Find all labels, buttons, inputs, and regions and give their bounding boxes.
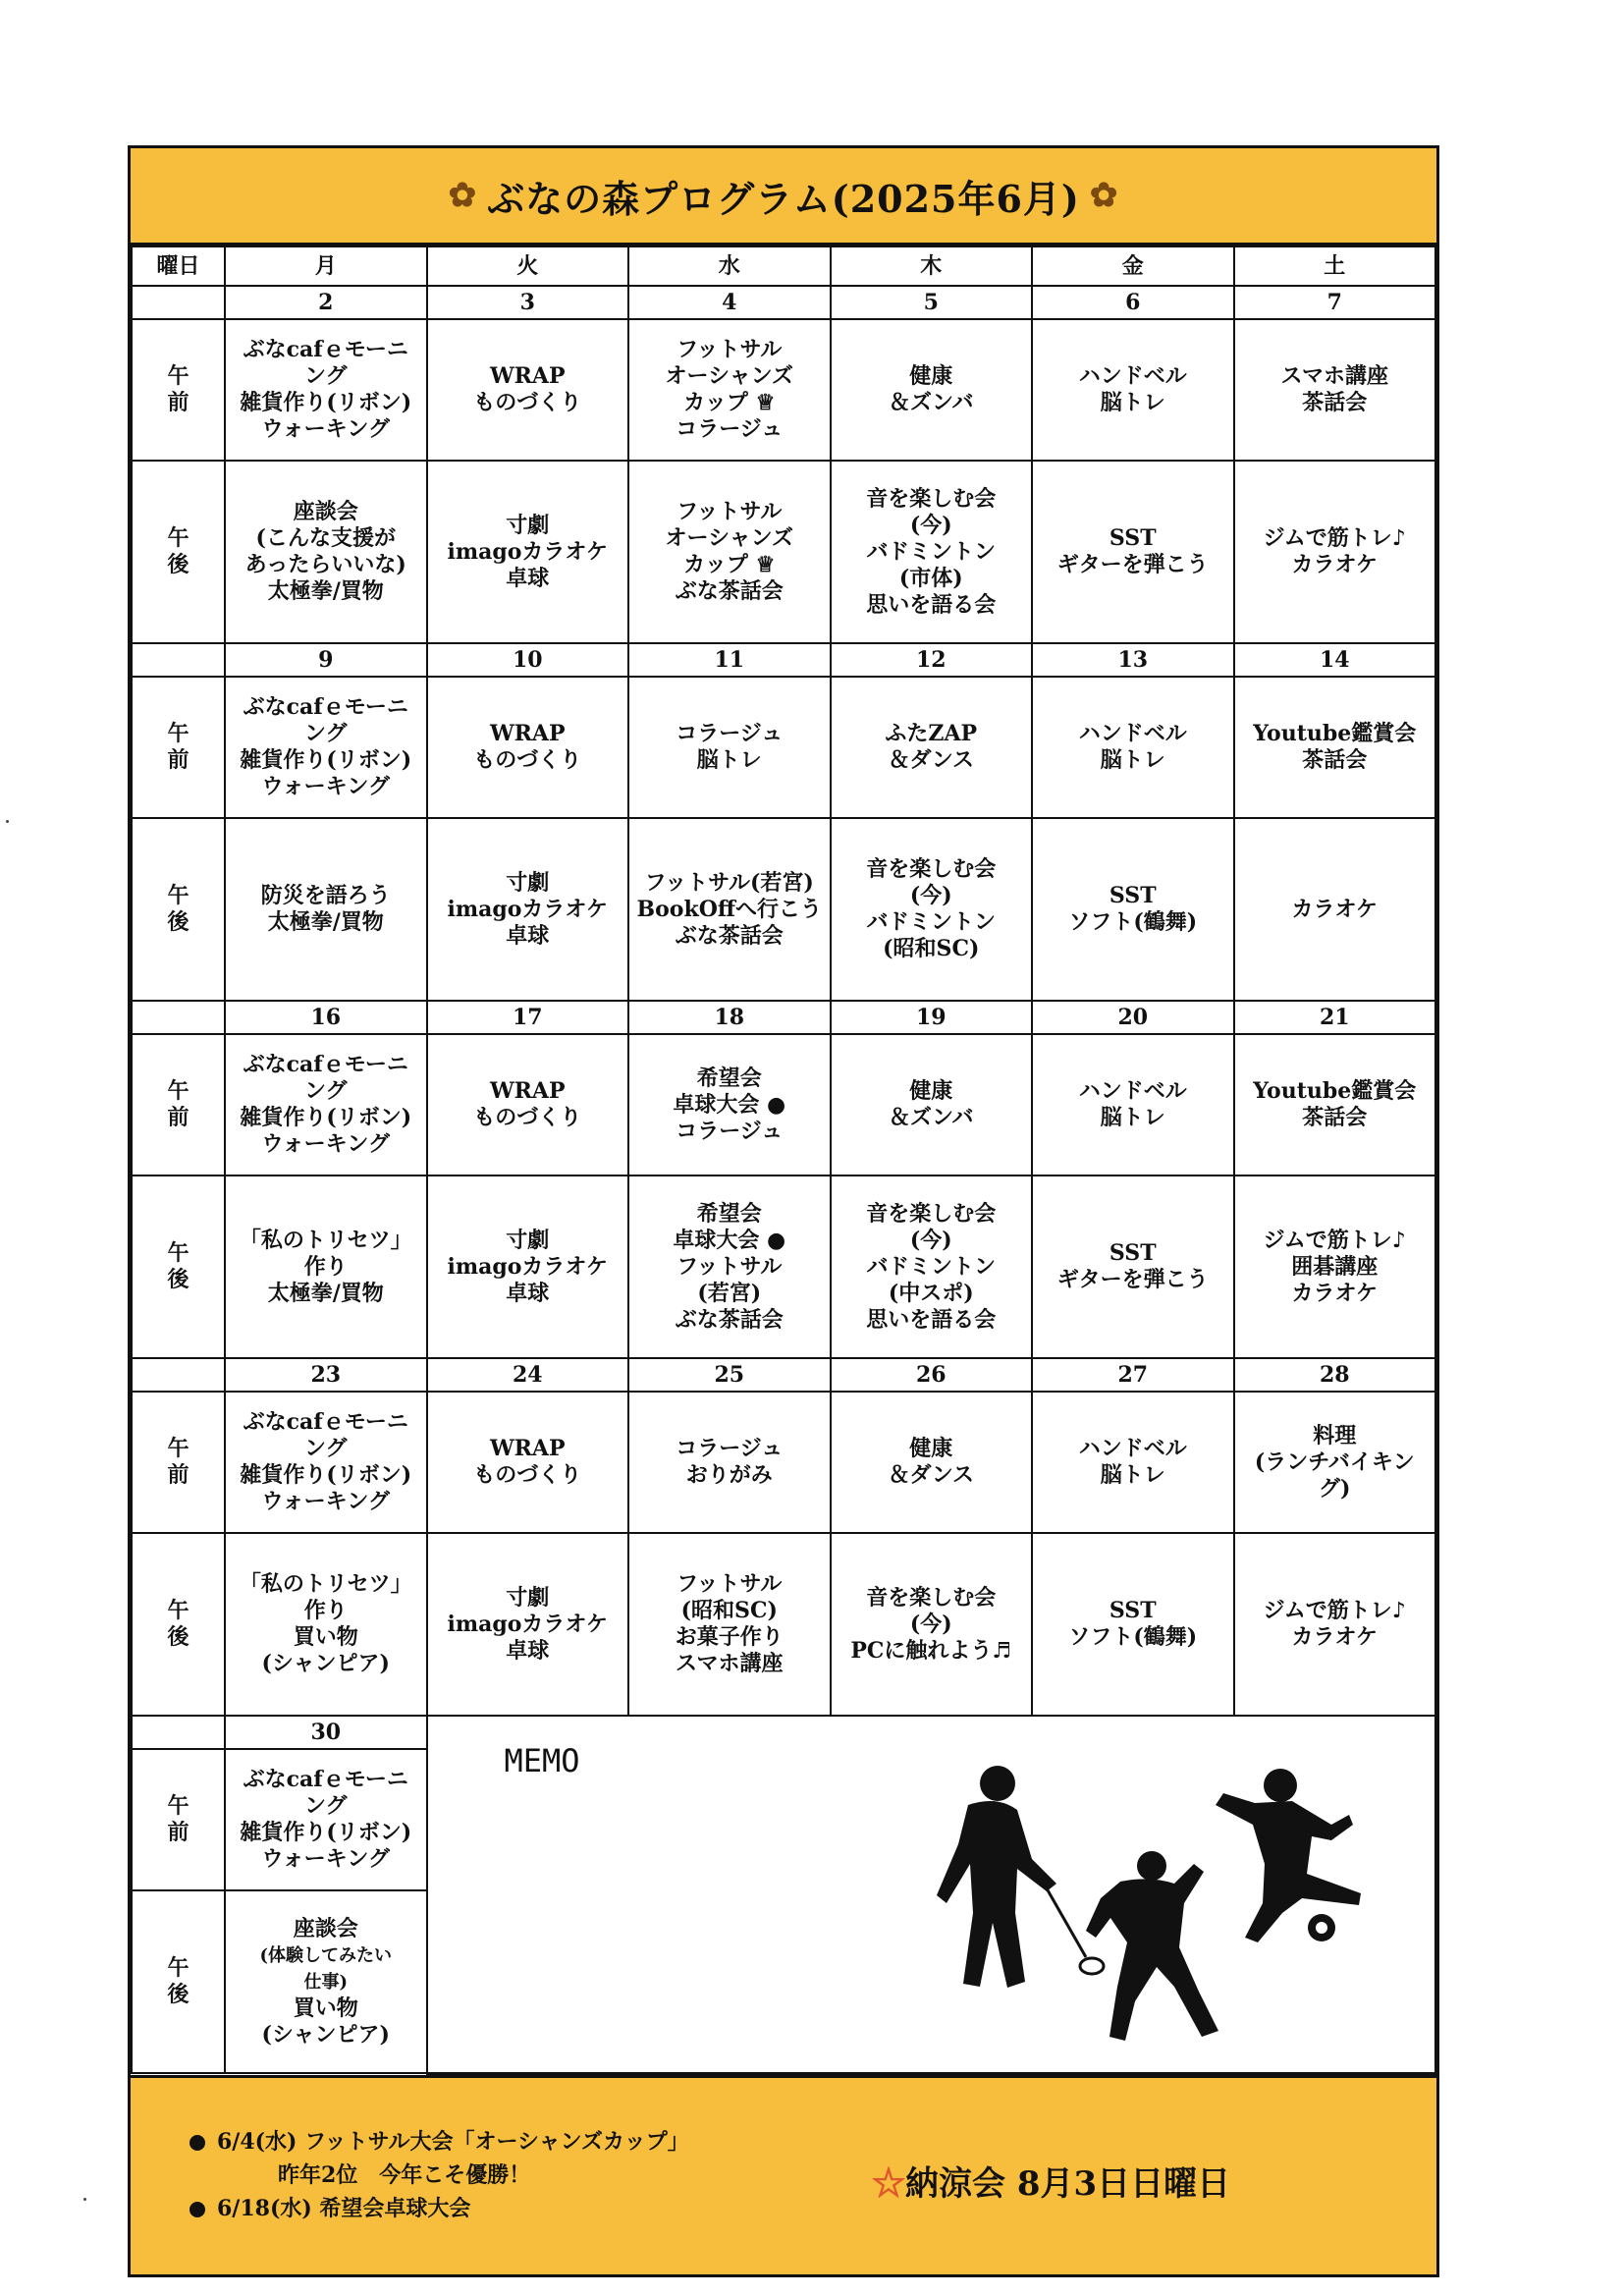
date-cell: 16 <box>225 1001 427 1034</box>
event-announcement: ☆納涼会 8月3日日曜日 <box>872 2163 1231 2204</box>
date-cell: 28 <box>1234 1358 1436 1392</box>
weekday-header: 水 <box>628 246 831 286</box>
bullet-icon <box>189 2135 205 2151</box>
weekday-header: 月 <box>225 246 427 286</box>
weekday-header: 金 <box>1032 246 1234 286</box>
activity-cell: WRAP ものづくり <box>427 1034 629 1175</box>
activity-cell <box>225 1890 427 2073</box>
date-cell: 7 <box>1234 286 1436 319</box>
activity-cell: ハンドベル 脳トレ <box>1032 1392 1234 1533</box>
pm-label: 午 後 <box>132 1890 225 2073</box>
activity-cell: ハンドベル 脳トレ <box>1032 1034 1234 1175</box>
activity-cell: Youtube鑑賞会 茶話会 <box>1234 1034 1436 1175</box>
am-label: 午 前 <box>132 319 225 461</box>
title-band <box>131 148 1436 246</box>
date-row <box>132 1001 1435 1034</box>
activity-cell: フットサル (昭和SC) お菓子作り スマホ講座 <box>628 1533 831 1716</box>
footer-band <box>131 2075 1436 2274</box>
am-row <box>132 319 1435 461</box>
date-cell: 17 <box>427 1001 629 1034</box>
activity-cell: 音を楽しむ会 (今) PCに触れよう♬ <box>831 1533 1033 1716</box>
page-title: ぶなの森プログラム(2025年6月) <box>487 176 1080 221</box>
activity-cell: 寸劇 imagoカラオケ 卓球 <box>427 1533 629 1716</box>
date-cell: 2 <box>225 286 427 319</box>
date-cell: 30 <box>225 1716 427 1749</box>
date-cell: 11 <box>628 643 831 677</box>
program-sheet <box>128 145 1439 2277</box>
blank-cell <box>132 643 225 677</box>
activity-cell: WRAP ものづくり <box>427 677 629 818</box>
activity-cell: 寸劇 imagoカラオケ 卓球 <box>427 1175 629 1358</box>
activity-cell: カラオケ <box>1234 818 1436 1001</box>
weekday-header-corner: 曜日 <box>132 246 225 286</box>
activity-cell: 「私のトリセツ」作り 太極拳/買物 <box>225 1175 427 1358</box>
flower-icon: ✿ <box>448 176 478 215</box>
date-cell: 27 <box>1032 1358 1234 1392</box>
date-cell: 13 <box>1032 643 1234 677</box>
date-cell: 9 <box>225 643 427 677</box>
am-row <box>132 1392 1435 1533</box>
activity-cell: ぶなcafｅモーニ ング 雑貨作り(リボン) ウォーキング <box>225 677 427 818</box>
activity-cell: フットサル(若宮) BookOffへ行こう ぶな茶話会 <box>628 818 831 1001</box>
pm-label: 午 後 <box>132 1175 225 1358</box>
date-cell: 6 <box>1032 286 1234 319</box>
weekday-header: 土 <box>1234 246 1436 286</box>
activity-cell: ジムで筋トレ♪ 囲碁講座 カラオケ <box>1234 1175 1436 1358</box>
date-cell: 21 <box>1234 1001 1436 1034</box>
pm-row <box>132 461 1435 643</box>
activity-cell: 健康 ＆ズンバ <box>831 1034 1033 1175</box>
header-row <box>132 246 1435 286</box>
pm-row <box>132 818 1435 1001</box>
activity-cell: 料理 (ランチバイキン グ) <box>1234 1392 1436 1533</box>
date-cell: 25 <box>628 1358 831 1392</box>
activity-cell: 健康 ＆ダンス <box>831 1392 1033 1533</box>
blank-cell <box>132 286 225 319</box>
memo-label: MEMO <box>504 1742 580 1779</box>
activity-cell: ぶなcafｅモーニ ング 雑貨作り(リボン) ウォーキング <box>225 1749 427 1890</box>
date-cell: 10 <box>427 643 629 677</box>
activity-cell: SST ソフト(鶴舞) <box>1032 1533 1234 1716</box>
activity-cell: フットサル オーシャンズ カップ ♕ ぶな茶話会 <box>628 461 831 643</box>
last-week-date-row <box>132 1716 1435 1749</box>
am-label: 午 前 <box>132 1749 225 1890</box>
am-row <box>132 677 1435 818</box>
blank-cell <box>132 1001 225 1034</box>
activity-cell: ハンドベル 脳トレ <box>1032 677 1234 818</box>
activity-cell: ジムで筋トレ♪ カラオケ <box>1234 1533 1436 1716</box>
activity-cell: WRAP ものづくり <box>427 1392 629 1533</box>
pm-row <box>132 1175 1435 1358</box>
blank-cell <box>132 1716 225 1749</box>
activity-cell: SST ギターを弾こう <box>1032 1175 1234 1358</box>
am-label: 午 前 <box>132 677 225 818</box>
activity-cell: コラージュ 脳トレ <box>628 677 831 818</box>
date-cell: 18 <box>628 1001 831 1034</box>
am-row <box>132 1034 1435 1175</box>
date-row <box>132 286 1435 319</box>
pm-label: 午 後 <box>132 461 225 643</box>
activity-cell: 音を楽しむ会 (今) バドミントン (昭和SC) <box>831 818 1033 1001</box>
activity-cell: 希望会 卓球大会 ● フットサル (若宮) ぶな茶話会 <box>628 1175 831 1358</box>
blank-cell <box>132 1358 225 1392</box>
date-cell: 14 <box>1234 643 1436 677</box>
date-cell: 3 <box>427 286 629 319</box>
activity-cell: SST ギターを弾こう <box>1032 461 1234 643</box>
activity-cell: WRAP ものづくり <box>427 319 629 461</box>
activity-cell: 座談会 (こんな支援が あったらいいな) 太極拳/買物 <box>225 461 427 643</box>
activity-cell: 健康 ＆ズンバ <box>831 319 1033 461</box>
activity-cell: 希望会 卓球大会 ● コラージュ <box>628 1034 831 1175</box>
pm-label: 午 後 <box>132 1533 225 1716</box>
pm-label: 午 後 <box>132 818 225 1001</box>
memo-area <box>427 1716 1436 2073</box>
weekday-header: 木 <box>831 246 1033 286</box>
activity-cell: ぶなcafｅモーニ ング 雑貨作り(リボン) ウォーキング <box>225 1392 427 1533</box>
activity-cell: ハンドベル 脳トレ <box>1032 319 1234 461</box>
activity-rest: 買い物 (シャンピア) <box>261 1995 390 2048</box>
activity-cell: 防災を語ろう 太極拳/買物 <box>225 818 427 1001</box>
sports-silhouettes-icon <box>899 1766 1390 2050</box>
activity-cell: ジムで筋トレ♪ カラオケ <box>1234 461 1436 643</box>
note-item: 6/4(水) フットサル大会「オーシャンズカップ」 <box>189 2125 689 2159</box>
activity-cell: 「私のトリセツ」作り 買い物 (シャンピア) <box>225 1533 427 1716</box>
activity-note: (体験してみたい 仕事) <box>259 1944 393 1993</box>
date-cell: 26 <box>831 1358 1033 1392</box>
activity-cell: コラージュ おりがみ <box>628 1392 831 1533</box>
am-label: 午 前 <box>132 1034 225 1175</box>
activity-cell: 寸劇 imagoカラオケ 卓球 <box>427 461 629 643</box>
date-cell: 24 <box>427 1358 629 1392</box>
activity-cell: スマホ講座 茶話会 <box>1234 319 1436 461</box>
weekday-header: 火 <box>427 246 629 286</box>
activity-cell: フットサル オーシャンズ カップ ♕ コラージュ <box>628 319 831 461</box>
date-cell: 19 <box>831 1001 1033 1034</box>
bullet-icon <box>189 2202 205 2217</box>
pm-row <box>132 1533 1435 1716</box>
am-label: 午 前 <box>132 1392 225 1533</box>
date-cell: 20 <box>1032 1001 1234 1034</box>
note-item: 6/18(水) 希望会卓球大会 <box>189 2192 689 2225</box>
notes-list <box>189 2125 689 2225</box>
date-row <box>132 1358 1435 1392</box>
activity-title: 座談会 <box>293 1915 358 1941</box>
activity-cell: 音を楽しむ会 (今) バドミントン (中スポ) 思いを語る会 <box>831 1175 1033 1358</box>
date-cell: 12 <box>831 643 1033 677</box>
activity-cell: 音を楽しむ会 (今) バドミントン (市体) 思いを語る会 <box>831 461 1033 643</box>
date-cell: 4 <box>628 286 831 319</box>
date-row <box>132 643 1435 677</box>
activity-cell: SST ソフト(鶴舞) <box>1032 818 1234 1001</box>
activity-cell: ふたZAP ＆ダンス <box>831 677 1033 818</box>
activity-cell: Youtube鑑賞会 茶話会 <box>1234 677 1436 818</box>
date-cell: 5 <box>831 286 1033 319</box>
calendar-table <box>131 246 1436 2075</box>
activity-cell: 寸劇 imagoカラオケ 卓球 <box>427 818 629 1001</box>
flower-icon: ✿ <box>1089 176 1119 215</box>
activity-cell: ぶなcafｅモーニ ング 雑貨作り(リボン) ウォーキング <box>225 319 427 461</box>
date-cell: 23 <box>225 1358 427 1392</box>
star-icon: ☆ <box>872 2163 905 2204</box>
note-item: 昨年2位 今年こそ優勝！ <box>278 2161 531 2188</box>
activity-cell: ぶなcafｅモーニ ング 雑貨作り(リボン) ウォーキング <box>225 1034 427 1175</box>
